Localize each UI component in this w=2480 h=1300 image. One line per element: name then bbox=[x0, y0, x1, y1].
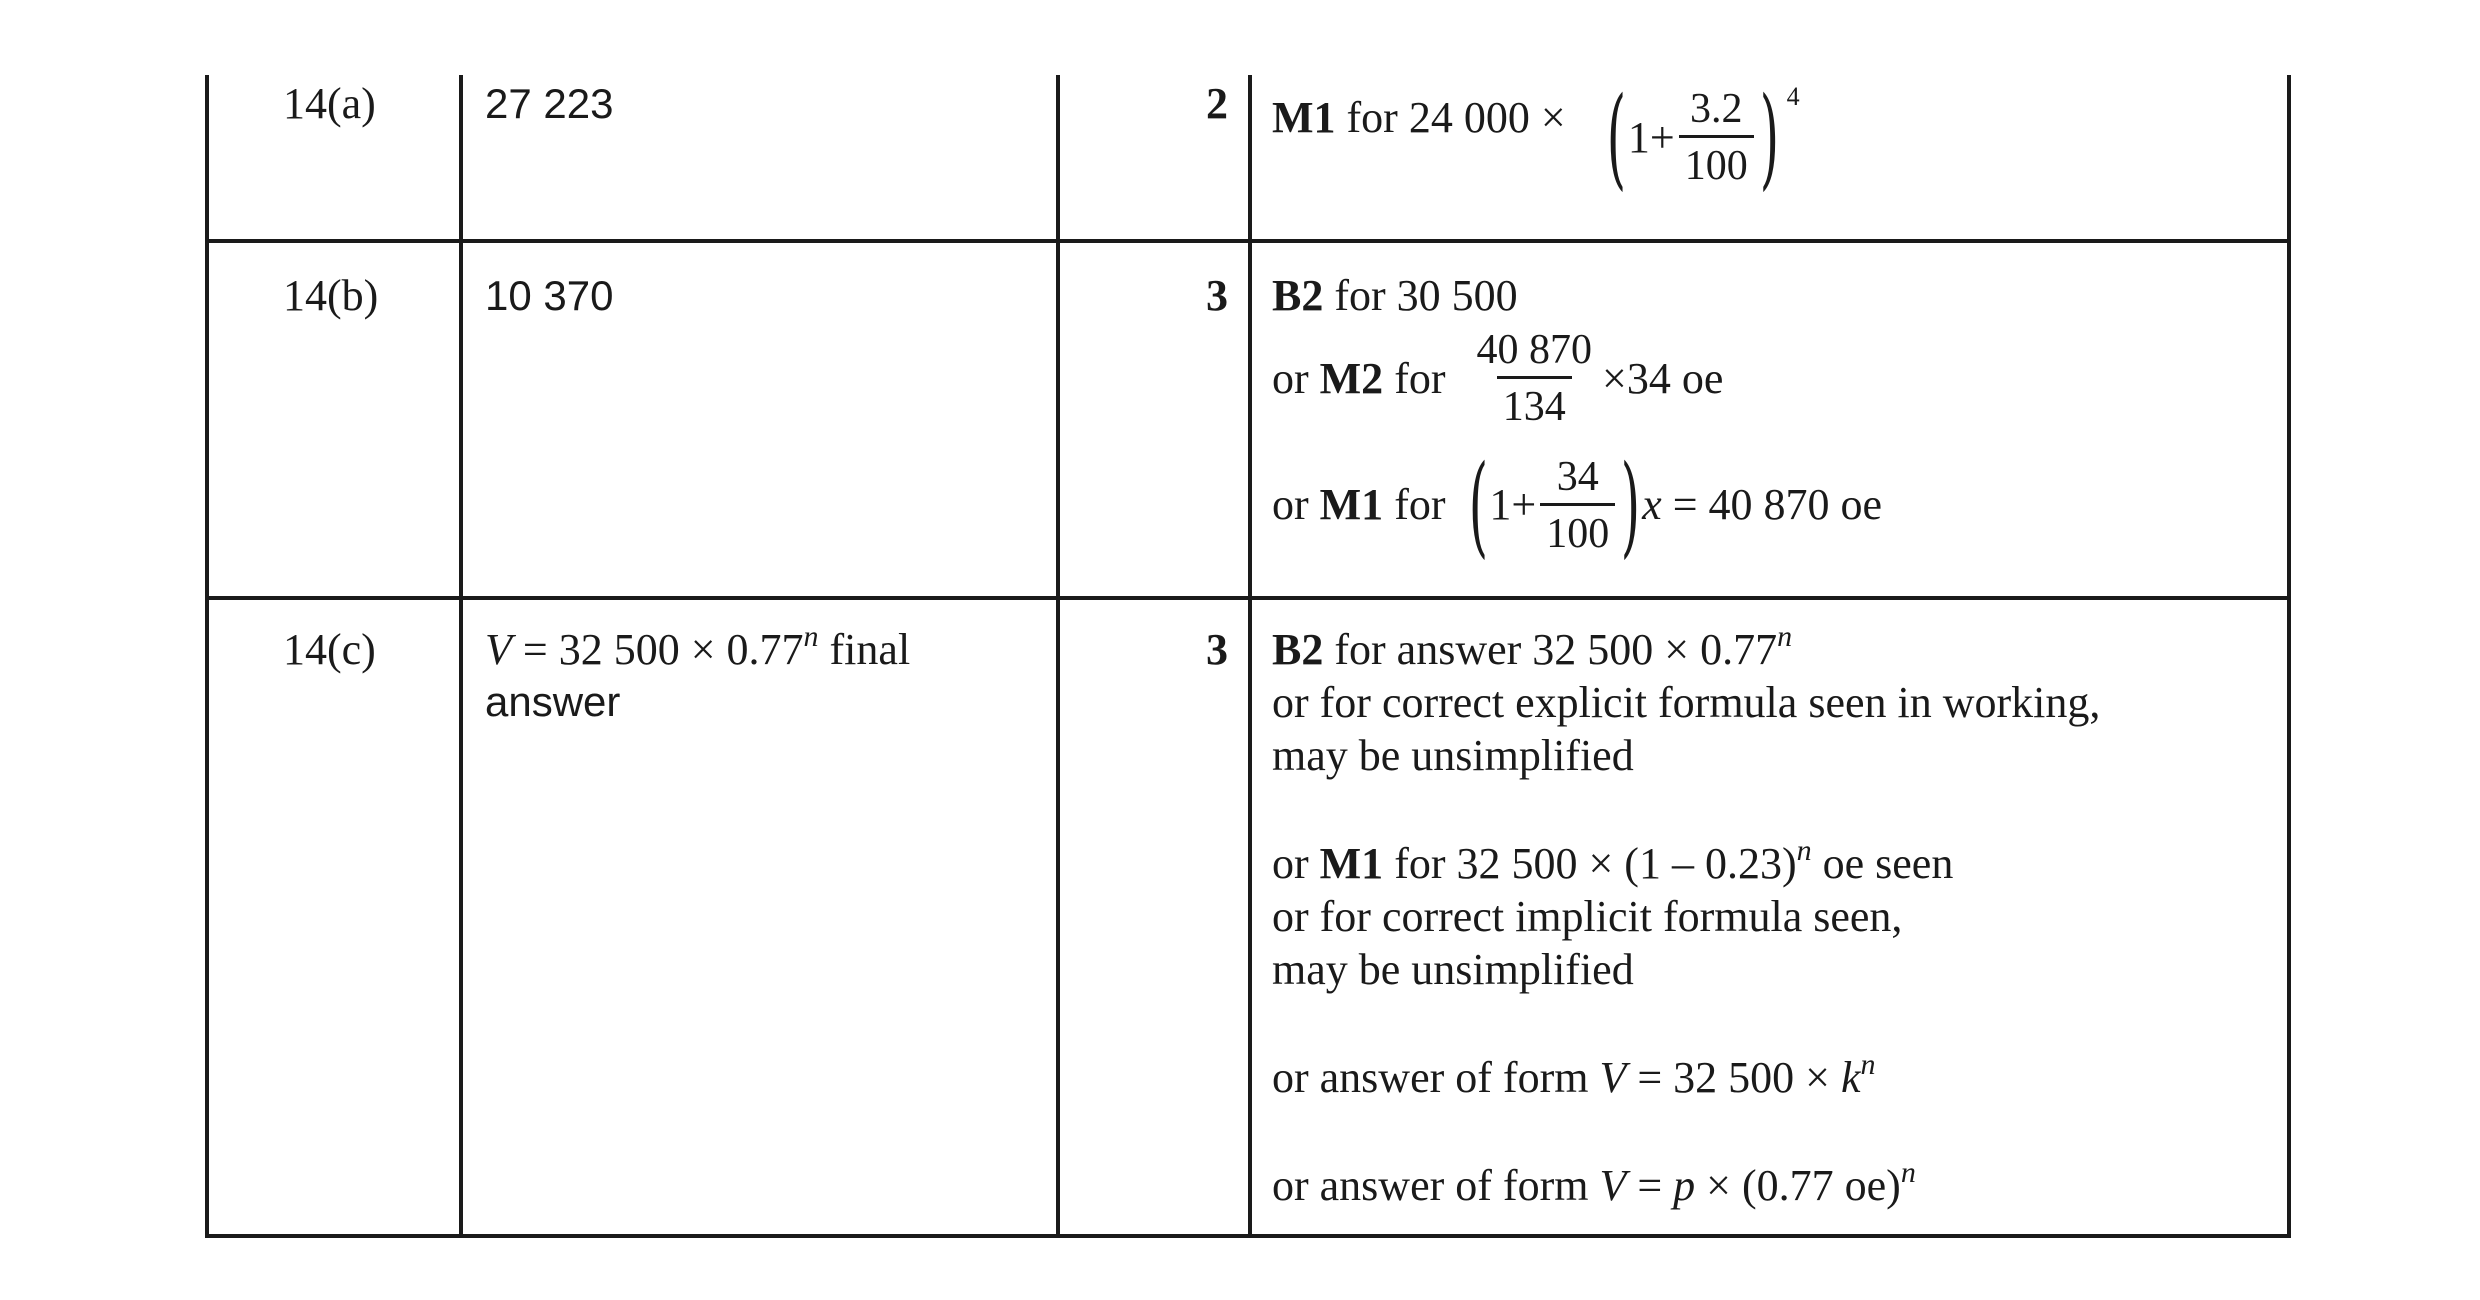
guidance-line bbox=[1272, 270, 1518, 322]
exponent: 4 bbox=[1786, 82, 1800, 111]
left-paren: ( bbox=[1468, 441, 1488, 569]
exponent: n bbox=[1777, 620, 1793, 653]
mark-code: M1 bbox=[1319, 839, 1384, 888]
marks-cell: 2 bbox=[1206, 79, 1228, 128]
fraction bbox=[1679, 85, 1754, 190]
guidance-text: ×34 oe bbox=[1602, 353, 1724, 403]
variable: p bbox=[1673, 1161, 1696, 1210]
col-divider-right bbox=[2287, 75, 2291, 1238]
guidance-line: may be unsimplified bbox=[1272, 945, 1634, 994]
guidance-line bbox=[1272, 326, 1723, 431]
guidance-text: × (0.77 oe) bbox=[1695, 1161, 1901, 1210]
fraction bbox=[1471, 326, 1599, 431]
answer-text: final bbox=[818, 625, 911, 674]
guidance-line: or for correct explicit formula seen in working, bbox=[1272, 678, 2101, 727]
or-text: or bbox=[1272, 839, 1309, 888]
right-paren: ) bbox=[1759, 73, 1779, 201]
exponent: n bbox=[1900, 1156, 1916, 1189]
fraction-numerator: 34 bbox=[1556, 453, 1599, 500]
guidance-text: = bbox=[1626, 1161, 1674, 1210]
fraction-numerator: 40 870 bbox=[1476, 327, 1592, 373]
guidance-line bbox=[1272, 834, 1954, 890]
variable: V bbox=[485, 625, 512, 674]
guidance-line: or for correct implicit formula seen, bbox=[1272, 892, 1903, 941]
mark-code: M1 bbox=[1272, 93, 1336, 142]
col-divider-answer-marks bbox=[1056, 75, 1060, 1238]
col-divider-marks-guidance bbox=[1248, 75, 1252, 1238]
guidance-text: = 32 500 × bbox=[1626, 1053, 1841, 1102]
guidance-text: or answer of form bbox=[1272, 1053, 1600, 1102]
guidance-line bbox=[1272, 1156, 1916, 1212]
guidance-cell bbox=[1272, 92, 1566, 144]
exponent: n bbox=[1860, 1048, 1876, 1081]
row-divider-a-b bbox=[205, 239, 2291, 243]
guidance-line bbox=[1272, 441, 1883, 569]
marks-cell: 3 bbox=[1206, 271, 1228, 320]
fraction bbox=[1540, 453, 1615, 558]
mark-code: B2 bbox=[1272, 625, 1324, 674]
one-plus: 1+ bbox=[1627, 112, 1675, 162]
math-expression bbox=[1605, 73, 1800, 201]
for-text: for bbox=[1394, 353, 1446, 403]
for-text: for bbox=[1394, 480, 1446, 529]
row-divider-b-c bbox=[205, 596, 2291, 600]
variable: k bbox=[1840, 1053, 1861, 1102]
guidance-line bbox=[1272, 1048, 1876, 1104]
fraction-denominator: 134 bbox=[1497, 376, 1572, 431]
answer-cell: 10 370 bbox=[485, 272, 614, 319]
guidance-text: for 32 500 × (1 – 0.23) bbox=[1394, 839, 1797, 888]
table-bottom-border bbox=[205, 1234, 2291, 1238]
variable: x bbox=[1642, 480, 1662, 529]
guidance-line bbox=[1272, 620, 1793, 676]
question-number: 14(c) bbox=[283, 625, 376, 674]
guidance-line: may be unsimplified bbox=[1272, 731, 1634, 780]
fraction-numerator: 3.2 bbox=[1690, 85, 1743, 132]
marks-cell: 3 bbox=[1206, 625, 1228, 674]
exponent: n bbox=[1796, 834, 1812, 867]
guidance-text: or answer of form bbox=[1272, 1161, 1600, 1210]
answer-cell: 27 223 bbox=[485, 80, 614, 127]
or-text: or bbox=[1272, 480, 1309, 529]
variable: V bbox=[1599, 1161, 1627, 1210]
mark-code: B2 bbox=[1272, 271, 1324, 320]
variable: V bbox=[1599, 1053, 1627, 1102]
answer-cell bbox=[485, 620, 911, 676]
fraction-denominator: 100 bbox=[1540, 503, 1615, 558]
right-paren: ) bbox=[1621, 441, 1641, 569]
or-text: or bbox=[1272, 353, 1309, 403]
answer-text: = 32 500 × 0.77 bbox=[522, 625, 804, 674]
guidance-text: for 24 000 × bbox=[1346, 93, 1566, 142]
left-paren: ( bbox=[1606, 73, 1627, 201]
mark-code: M2 bbox=[1319, 353, 1384, 403]
question-number: 14(b) bbox=[283, 271, 379, 320]
math-expression bbox=[1467, 441, 1643, 569]
mark-code: M1 bbox=[1319, 480, 1384, 529]
exponent: n bbox=[803, 620, 819, 653]
guidance-text: for 30 500 bbox=[1334, 271, 1518, 320]
answer-cell-line2: answer bbox=[485, 678, 621, 725]
guidance-text: oe seen bbox=[1811, 839, 1954, 888]
guidance-text: = 40 870 oe bbox=[1672, 480, 1883, 529]
fraction-denominator: 100 bbox=[1679, 135, 1754, 190]
col-divider-left bbox=[205, 75, 209, 1238]
col-divider-question-answer bbox=[459, 75, 463, 1238]
guidance-text: for answer 32 500 × 0.77 bbox=[1334, 625, 1778, 674]
question-number: 14(a) bbox=[283, 79, 376, 128]
one-plus: 1+ bbox=[1489, 480, 1537, 529]
